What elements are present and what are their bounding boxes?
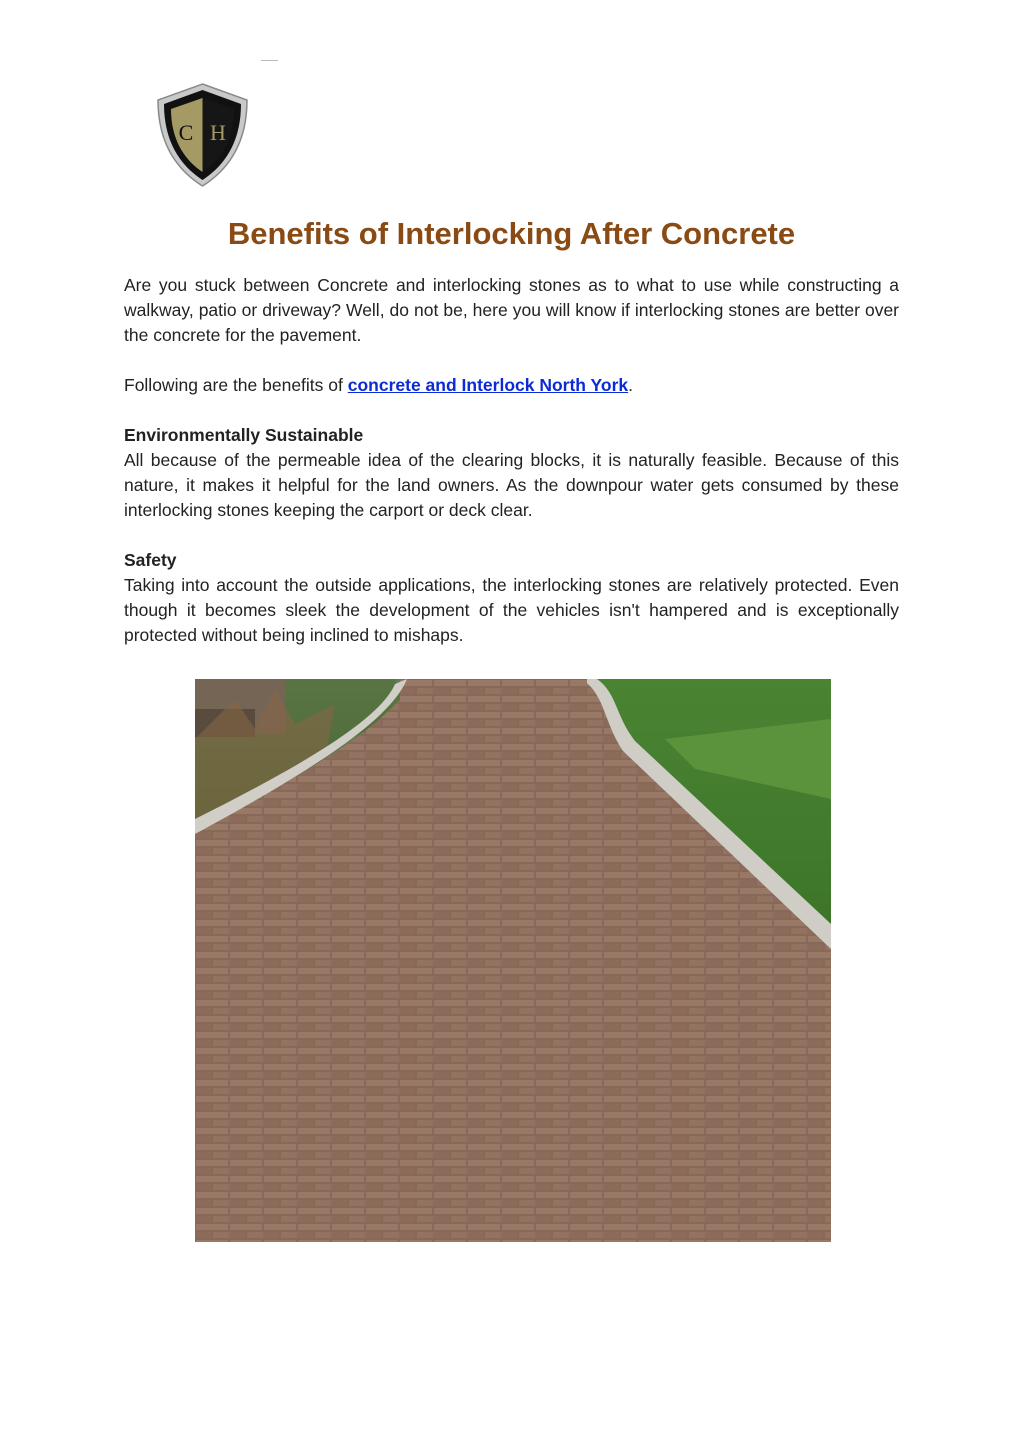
intro-paragraph: Are you stuck between Concrete and interlocking stones as to what to use while constructing a walkway, patio or driveway? Well, do not be, here you will know if interlocking stones are better over the concrete for the pavement. [124, 275, 899, 345]
shield-monogram-icon [155, 82, 250, 188]
benefits-suffix: . [628, 375, 634, 395]
article-body [124, 273, 899, 648]
section-body-environment: All because of the permeable idea of the clearing blocks, it is naturally feasible. Because of this nature, it makes it helpful for the land owners. As the downpour water gets consumed by these interlocking stones keeping the carport or deck clear. [124, 450, 899, 520]
header-divider [261, 60, 278, 61]
benefits-intro-line [124, 373, 899, 398]
section-heading-environment: Environmentally Sustainable [124, 425, 364, 445]
interlock-walkway-photo [195, 679, 831, 1242]
svg-text:C: C [178, 120, 194, 145]
svg-text:H: H [210, 120, 226, 145]
section-heading-safety: Safety [124, 550, 177, 570]
company-logo[interactable] [155, 82, 250, 188]
benefits-prefix: Following are the benefits of [124, 375, 348, 395]
concrete-interlock-north-york-link[interactable]: concrete and Interlock North York [347, 375, 629, 395]
page-title: Benefits of Interlocking After Concrete [227, 216, 796, 251]
section-body-safety: Taking into account the outside applications, the interlocking stones are relatively protected. Even though it becomes sleek the development of the vehicles isn't hampered and is exceptionally protected without being inclined to mishaps. [124, 575, 899, 645]
